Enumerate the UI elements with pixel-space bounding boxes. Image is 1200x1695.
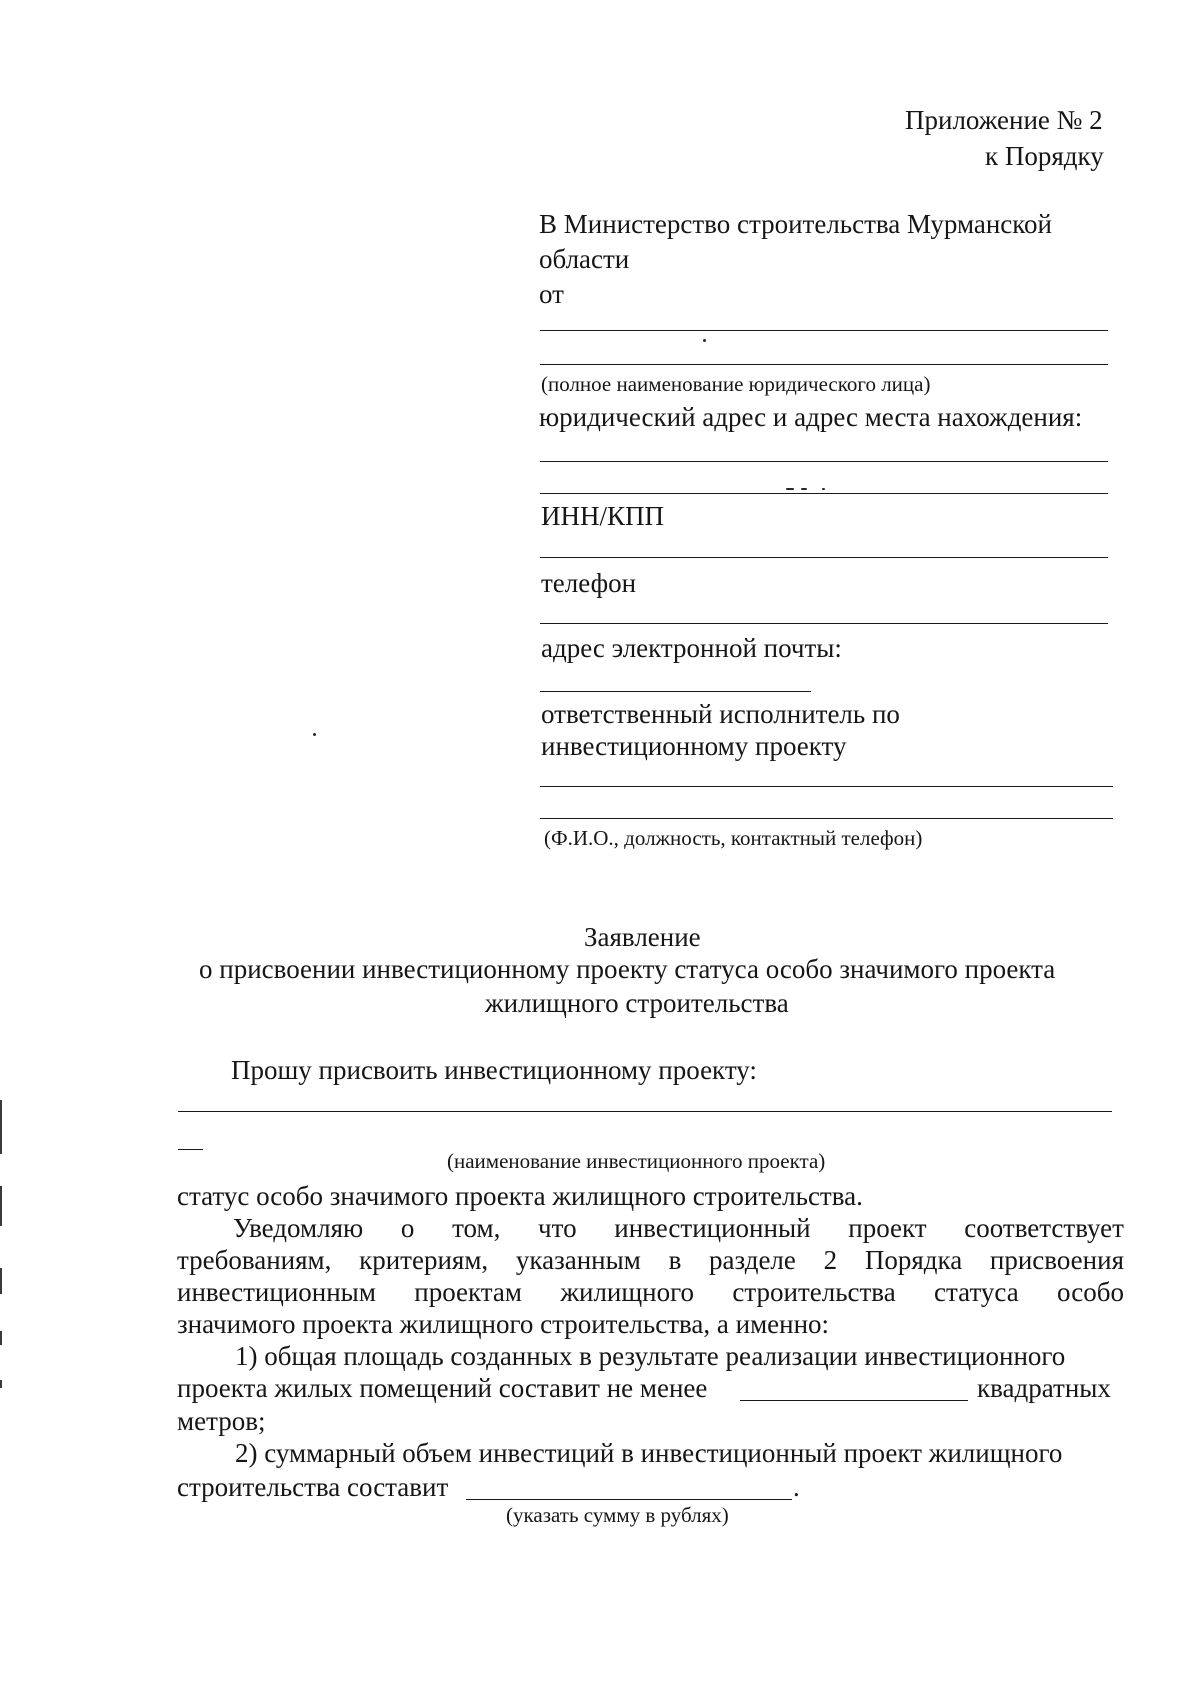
from-label: от [539,279,564,309]
address-line-2 [540,493,1108,494]
legal-name-line-2 [540,364,1108,365]
legal-name-line-1 [540,330,1108,331]
word: о [400,1213,415,1243]
inn-kpp-line [540,557,1108,558]
word: 2 [823,1245,838,1275]
executor-caption: (Ф.И.О., должность, контактный телефон) [544,826,923,850]
email-line [540,691,811,692]
word: требованиям, [177,1245,332,1275]
word: инвестиционным [177,1277,376,1307]
word: проектам [414,1277,522,1307]
scan-edge-mark [0,1331,2,1345]
address-line-1 [540,461,1108,462]
word: в [668,1245,682,1275]
scan-speck [313,733,316,736]
phone-label: телефон [541,568,637,598]
scan-speck [786,488,794,490]
sum-blank [466,1499,792,1500]
item-1-line-2-start: проекта жилых помещений составит не менее [177,1373,708,1403]
email-label: адрес электронной почты: [541,633,842,663]
addressee-line-1: В Министерство строительства Мурманской [539,209,1052,239]
executor-line-2 [540,818,1113,819]
significant-line: значимого проекта жилищного строительства, а именно: [177,1309,830,1339]
address-label: юридический адрес и адрес места нахождения: [539,402,1083,432]
item-2-line-1: 2) суммарный объем инвестиций в инвестиционный проект жилищного [235,1438,1063,1468]
investment-line [177,1279,1124,1306]
executor-label-line-2: инвестиционному проекту [541,731,847,761]
document-title: Заявление [584,922,701,952]
area-blank [740,1400,968,1401]
word: что [538,1213,577,1243]
item-2-period: . [793,1472,800,1502]
scan-speck [703,339,706,342]
scan-edge-mark [0,1380,2,1388]
word: указанным [515,1245,641,1275]
scan-edge-mark [0,1186,2,1226]
project-name-caption: (наименование инвестиционного проекта) [447,1149,826,1173]
word: строительства [732,1277,896,1307]
word: разделе [709,1245,796,1275]
appendix-number: Приложение № 2 [905,105,1103,135]
word: инвестиционный [614,1213,811,1243]
document-subtitle-line-1: о присвоении инвестиционному проекту статуса особо значимого проекта [199,954,1056,984]
word: статуса [934,1277,1019,1307]
scan-edge-mark [0,1268,2,1294]
request-text: Прошу присвоить инвестиционному проекту: [231,1055,757,1085]
legal-name-caption: (полное наименование юридического лица) [541,372,931,396]
notify-line [233,1215,1124,1242]
executor-label-line-1: ответственный исполнитель по [541,699,900,729]
word: Уведомляю [233,1213,364,1243]
word: проект [848,1213,927,1243]
document-subtitle-line-2: жилищного строительства [485,988,789,1018]
addressee-line-2: области [539,244,630,274]
appendix-reference: к Порядку [985,141,1104,171]
inn-kpp-label: ИНН/КПП [541,501,665,531]
item-1-line-2-end: квадратных [977,1373,1111,1403]
project-name-dash [178,1149,203,1150]
item-1-line-3: метров; [177,1406,266,1436]
phone-line [540,623,1108,624]
scan-edge-mark [0,1100,2,1154]
project-name-line [178,1111,1112,1112]
word: том, [452,1213,501,1243]
scan-speck [822,488,825,490]
word: Порядка [864,1245,963,1275]
word: критериям, [359,1245,489,1275]
item-1-line-1: 1) общая площадь созданных в результате реализации инвестиционного [235,1341,1066,1371]
scan-speck [801,488,807,490]
word: особо [1057,1277,1124,1307]
requirements-line [177,1247,1124,1274]
word: присвоения [989,1245,1124,1275]
item-2-line-2: строительства составит [177,1472,449,1502]
word: жилищного [560,1277,695,1307]
status-line: статус особо значимого проекта жилищного строительства. [177,1181,863,1211]
word: соответствует [964,1213,1124,1243]
executor-line-1 [540,786,1113,787]
sum-caption: (указать сумму в рублях) [506,1503,729,1527]
